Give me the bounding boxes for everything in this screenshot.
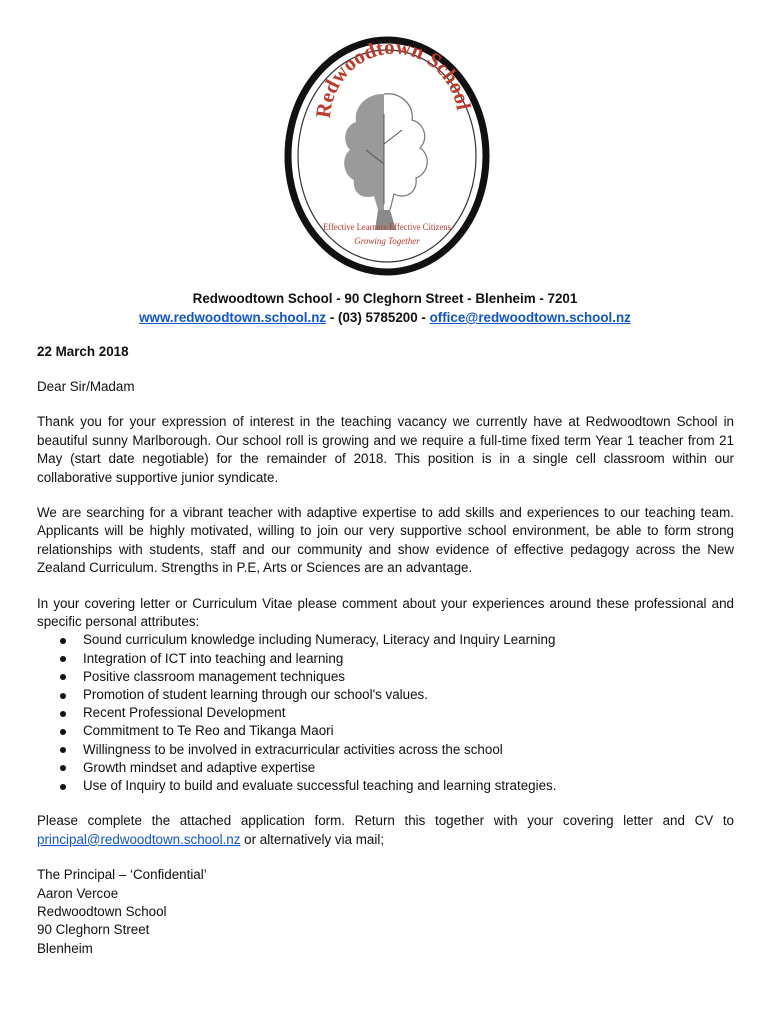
address-line: Blenheim bbox=[37, 940, 93, 956]
list-item: Willingness to be involved in extracurricular activities across the school bbox=[37, 741, 734, 759]
svg-text:Redwoodtown School bbox=[311, 34, 476, 119]
bullet-icon bbox=[60, 674, 66, 680]
list-item: Positive classroom management techniques bbox=[37, 668, 734, 686]
logo-motto-line1: Effective Learners Effective Citizens bbox=[323, 222, 452, 232]
address-line: The Principal – ‘Confidential’ bbox=[37, 867, 207, 883]
letterhead bbox=[0, 289, 770, 327]
bullet-icon bbox=[60, 729, 66, 735]
tree-outline-icon bbox=[384, 94, 427, 210]
office-email-link[interactable]: office@redwoodtown.school.nz bbox=[429, 310, 631, 325]
list-item: Promotion of student learning through our school's values. bbox=[37, 686, 734, 704]
bullet-icon bbox=[60, 656, 66, 662]
logo-name-arc: Redwoodtown School bbox=[310, 34, 476, 120]
list-item: Sound curriculum knowledge including Numeracy, Literacy and Inquiry Learning bbox=[37, 631, 734, 649]
logo-motto-line2: Growing Together bbox=[354, 236, 420, 246]
paragraph-search: We are searching for a vibrant teacher with adaptive expertise to add skills and experiences to our teaching team. Applicants will be highly motivated, willing to join our very supportive school environment, be able to form strong relationships with students, staff and our community and show evidence of effective pedagogy across the New Zealand Curriculum. Strengths in P.E, Arts or Sciences are an advantage. bbox=[37, 505, 734, 576]
salutation: Dear Sir/Madam bbox=[37, 379, 135, 394]
school-logo bbox=[282, 34, 492, 278]
letter-body bbox=[37, 342, 734, 958]
bullet-icon bbox=[60, 711, 66, 717]
paragraph-intro: Thank you for your expression of interest in the teaching vacancy we currently have at Redwoodtown School in beautiful sunny Marlborough. Our school roll is growing and we require a full-time fixed term Year 1 teacher from 21 May (start date negotiable) for the remainder of 2018. This position is in a single cell classroom within our collaborative supportive junior syndicate. bbox=[37, 414, 734, 485]
list-item: Recent Professional Development bbox=[37, 704, 734, 722]
paragraph-attributes-intro: In your covering letter or Curriculum Vitae please comment about your experiences around these professional and specific personal attributes: bbox=[37, 595, 734, 630]
address-line: Redwoodtown School bbox=[37, 903, 167, 919]
address-line: Aaron Vercoe bbox=[37, 885, 119, 901]
list-item: Commitment to Te Reo and Tikanga Maori bbox=[37, 722, 734, 740]
bullet-icon bbox=[60, 747, 66, 753]
website-link[interactable]: www.redwoodtown.school.nz bbox=[139, 310, 327, 325]
address-line: 90 Cleghorn Street bbox=[37, 922, 150, 938]
bullet-icon bbox=[60, 784, 66, 790]
letter-date: 22 March 2018 bbox=[37, 344, 129, 359]
phone-text: - (03) 5785200 - bbox=[326, 310, 430, 325]
mailing-address bbox=[37, 866, 734, 958]
list-item: Integration of ICT into teaching and learning bbox=[37, 650, 734, 668]
bullet-icon bbox=[60, 638, 66, 644]
contact-line bbox=[0, 308, 770, 327]
attributes-list bbox=[37, 631, 734, 795]
bullet-icon bbox=[60, 765, 66, 771]
paragraph-instructions: Please complete the attached application form. Return this together with your covering letter and CV to principal@redwoodtown.school.nz or alternatively via mail; bbox=[37, 813, 734, 847]
bullet-icon bbox=[60, 693, 66, 699]
list-item: Use of Inquiry to build and evaluate successful teaching and learning strategies. bbox=[37, 777, 734, 795]
principal-email-link[interactable]: principal@redwoodtown.school.nz bbox=[37, 831, 241, 847]
tree-canopy-icon bbox=[344, 94, 384, 210]
list-item: Growth mindset and adaptive expertise bbox=[37, 759, 734, 777]
school-address-line: Redwoodtown School - 90 Cleghorn Street - Blenheim - 7201 bbox=[192, 291, 578, 306]
